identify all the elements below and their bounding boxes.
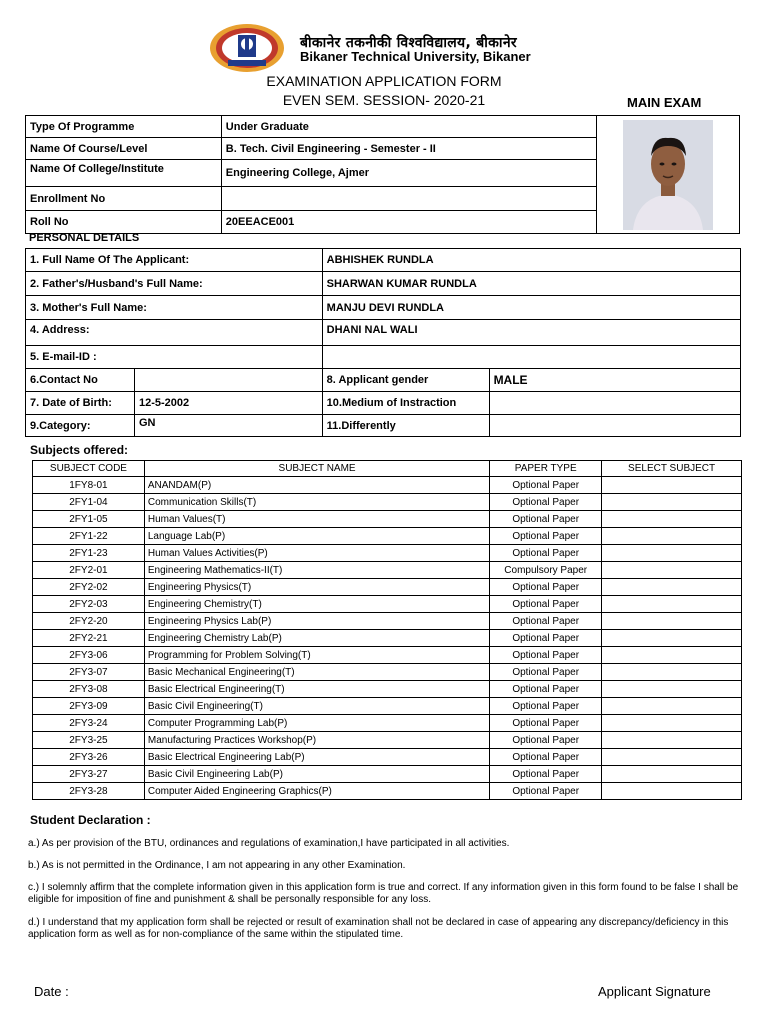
paper-type: Compulsory Paper — [490, 562, 602, 579]
subject-name: Basic Civil Engineering Lab(P) — [144, 766, 489, 783]
subject-row — [33, 511, 742, 528]
subject-code: 2FY3-07 — [33, 664, 145, 681]
subject-code: 2FY2-20 — [33, 613, 145, 630]
subject-code: 2FY1-22 — [33, 528, 145, 545]
subject-code: 2FY2-01 — [33, 562, 145, 579]
subject-name: Engineering Physics(T) — [144, 579, 489, 596]
paper-type: Optional Paper — [490, 681, 602, 698]
subject-row — [33, 613, 742, 630]
subject-code: 2FY3-09 — [33, 698, 145, 715]
subject-name: Engineering Chemistry(T) — [144, 596, 489, 613]
category-value: GN — [134, 415, 322, 437]
dob-label: 7. Date of Birth: — [26, 392, 135, 415]
subject-code: 2FY3-26 — [33, 749, 145, 766]
header-subject-code: SUBJECT CODE — [33, 461, 145, 477]
paper-type: Optional Paper — [490, 783, 602, 800]
session-title: EVEN SEM. SESSION- 2020-21 — [282, 92, 486, 108]
father-name-label: 2. Father's/Husband's Full Name: — [26, 272, 323, 296]
paper-type: Optional Paper — [490, 749, 602, 766]
subject-name: Manufacturing Practices Workshop(P) — [144, 732, 489, 749]
subject-name: Engineering Physics Lab(P) — [144, 613, 489, 630]
subject-row — [33, 647, 742, 664]
exam-type-label: MAIN EXAM — [627, 95, 702, 110]
subjects-offered-title: Subjects offered: — [30, 443, 129, 457]
programme-table — [25, 115, 740, 234]
address-value: DHANI NAL WALI — [322, 320, 740, 346]
subject-code: 2FY2-03 — [33, 596, 145, 613]
subject-row — [33, 494, 742, 511]
university-name-english: Bikaner Technical University, Bikaner — [300, 49, 531, 64]
select-subject-cell[interactable] — [602, 596, 742, 613]
paper-type: Optional Paper — [490, 698, 602, 715]
applicant-name-value: ABHISHEK RUNDLA — [322, 249, 740, 272]
subject-code: 2FY3-25 — [33, 732, 145, 749]
contact-label: 6.Contact No — [26, 369, 135, 392]
select-subject-cell[interactable] — [602, 545, 742, 562]
declaration-d: d.) I understand that my application form shall be rejected or result of examination shall not be declared in case of appearing any discrepancy/deficiency in this application form as well as for non-compliance of the same within the stipulated time. — [28, 917, 729, 940]
subject-row — [33, 579, 742, 596]
subjects-header-row — [33, 461, 742, 477]
course-label: Name Of Course/Level — [26, 138, 222, 160]
university-name-hindi: बीकानेर तकनीकी विश्वविद्यालय, बीकानेर — [300, 35, 517, 51]
form-title: EXAMINATION APPLICATION FORM — [266, 73, 502, 89]
subject-row — [33, 715, 742, 732]
applicant-signature-label: Applicant Signature — [598, 984, 711, 999]
personal-details-title: PERSONAL DETAILS — [29, 232, 140, 244]
subject-name: Computer Aided Engineering Graphics(P) — [144, 783, 489, 800]
declaration-c: c.) I solemnly affirm that the complete information given in this application form is true and correct. If any information given in this form found to be false I shall be eligible for imposition of fine and punishment & shall be personally responsible for any loss. — [28, 882, 739, 905]
subject-row — [33, 783, 742, 800]
header-paper-type: PAPER TYPE — [490, 461, 602, 477]
differently-value[interactable] — [489, 415, 740, 437]
mother-name-label: 3. Mother's Full Name: — [26, 296, 323, 320]
paper-type: Optional Paper — [490, 664, 602, 681]
subject-code: 2FY3-27 — [33, 766, 145, 783]
enrollment-label: Enrollment No — [26, 187, 222, 211]
subject-code: 2FY2-02 — [33, 579, 145, 596]
roll-label: Roll No — [26, 211, 222, 234]
personal-details-table — [25, 248, 741, 437]
subject-code: 2FY3-28 — [33, 783, 145, 800]
photo-cell — [597, 116, 740, 234]
email-value[interactable] — [322, 346, 740, 369]
subject-name: Engineering Mathematics-II(T) — [144, 562, 489, 579]
subject-code: 2FY2-21 — [33, 630, 145, 647]
paper-type: Optional Paper — [490, 494, 602, 511]
select-subject-cell[interactable] — [602, 579, 742, 596]
declaration-b: b.) As is not permitted in the Ordinance, I am not appearing in any other Examination. — [28, 860, 406, 871]
select-subject-cell[interactable] — [602, 630, 742, 647]
subject-name: ANANDAM(P) — [144, 477, 489, 494]
select-subject-cell[interactable] — [602, 698, 742, 715]
select-subject-cell[interactable] — [602, 681, 742, 698]
address-label: 4. Address: — [26, 320, 323, 346]
subject-code: 2FY3-24 — [33, 715, 145, 732]
paper-type: Optional Paper — [490, 732, 602, 749]
subject-row — [33, 732, 742, 749]
paper-type: Optional Paper — [490, 647, 602, 664]
declaration-a: a.) As per provision of the BTU, ordinances and regulations of examination,I have participated in all activities. — [28, 838, 510, 849]
subject-row — [33, 562, 742, 579]
paper-type: Optional Paper — [490, 596, 602, 613]
subject-name: Basic Civil Engineering(T) — [144, 698, 489, 715]
subject-name: Human Values Activities(P) — [144, 545, 489, 562]
select-subject-cell[interactable] — [602, 477, 742, 494]
paper-type: Optional Paper — [490, 528, 602, 545]
applicant-name-label: 1. Full Name Of The Applicant: — [26, 249, 323, 272]
paper-type: Optional Paper — [490, 511, 602, 528]
subject-row — [33, 477, 742, 494]
paper-type: Optional Paper — [490, 477, 602, 494]
select-subject-cell[interactable] — [602, 528, 742, 545]
subject-name: Communication Skills(T) — [144, 494, 489, 511]
select-subject-cell[interactable] — [602, 511, 742, 528]
subjects-table — [32, 460, 742, 800]
subject-row — [33, 630, 742, 647]
subject-row — [33, 545, 742, 562]
programme-type-value: Under Graduate — [221, 116, 596, 138]
subject-row — [33, 749, 742, 766]
subject-row — [33, 698, 742, 715]
select-subject-cell[interactable] — [602, 732, 742, 749]
contact-value[interactable] — [134, 369, 322, 392]
subject-code: 2FY3-06 — [33, 647, 145, 664]
subject-code: 2FY1-05 — [33, 511, 145, 528]
medium-value[interactable] — [489, 392, 740, 415]
programme-type-label: Type Of Programme — [26, 116, 222, 138]
roll-value: 20EEACE001 — [221, 211, 596, 234]
subject-name: Basic Mechanical Engineering(T) — [144, 664, 489, 681]
subject-name: Basic Electrical Engineering(T) — [144, 681, 489, 698]
paper-type: Optional Paper — [490, 545, 602, 562]
email-label: 5. E-mail-ID : — [26, 346, 323, 369]
subject-row — [33, 664, 742, 681]
subject-name: Engineering Chemistry Lab(P) — [144, 630, 489, 647]
select-subject-cell[interactable] — [602, 664, 742, 681]
declaration-title: Student Declaration : — [30, 813, 151, 827]
subject-row — [33, 596, 742, 613]
subject-row — [33, 681, 742, 698]
gender-value: MALE — [489, 369, 740, 392]
subject-row — [33, 528, 742, 545]
paper-type: Optional Paper — [490, 766, 602, 783]
select-subject-cell[interactable] — [602, 647, 742, 664]
header-select-subject: SELECT SUBJECT — [602, 461, 742, 477]
subject-row — [33, 766, 742, 783]
paper-type: Optional Paper — [490, 715, 602, 732]
paper-type: Optional Paper — [490, 613, 602, 630]
medium-label: 10.Medium of Instraction — [322, 392, 489, 415]
college-label: Name Of College/Institute — [26, 160, 222, 187]
course-value: B. Tech. Civil Engineering - Semester - II — [221, 138, 596, 160]
date-label: Date : — [34, 984, 69, 999]
subject-name: Programming for Problem Solving(T) — [144, 647, 489, 664]
paper-type: Optional Paper — [490, 630, 602, 647]
header-subject-name: SUBJECT NAME — [144, 461, 489, 477]
subject-code: 2FY3-08 — [33, 681, 145, 698]
enrollment-value[interactable] — [221, 187, 596, 211]
select-subject-cell[interactable] — [602, 749, 742, 766]
college-value: Engineering College, Ajmer — [221, 160, 596, 187]
select-subject-cell[interactable] — [602, 494, 742, 511]
dob-value: 12-5-2002 — [134, 392, 322, 415]
gender-label: 8. Applicant gender — [322, 369, 489, 392]
subject-code: 2FY1-23 — [33, 545, 145, 562]
category-label: 9.Category: — [26, 415, 135, 437]
select-subject-cell[interactable] — [602, 562, 742, 579]
select-subject-cell[interactable] — [602, 766, 742, 783]
mother-name-value: MANJU DEVI RUNDLA — [322, 296, 740, 320]
select-subject-cell[interactable] — [602, 613, 742, 630]
subject-code: 1FY8-01 — [33, 477, 145, 494]
subject-name: Language Lab(P) — [144, 528, 489, 545]
subject-name: Human Values(T) — [144, 511, 489, 528]
subject-name: Basic Electrical Engineering Lab(P) — [144, 749, 489, 766]
select-subject-cell[interactable] — [602, 783, 742, 800]
subject-code: 2FY1-04 — [33, 494, 145, 511]
university-logo — [208, 22, 286, 74]
paper-type: Optional Paper — [490, 579, 602, 596]
select-subject-cell[interactable] — [602, 715, 742, 732]
father-name-value: SHARWAN KUMAR RUNDLA — [322, 272, 740, 296]
subject-name: Computer Programming Lab(P) — [144, 715, 489, 732]
differently-label: 11.Differently — [322, 415, 489, 437]
applicant-photo — [623, 120, 713, 230]
